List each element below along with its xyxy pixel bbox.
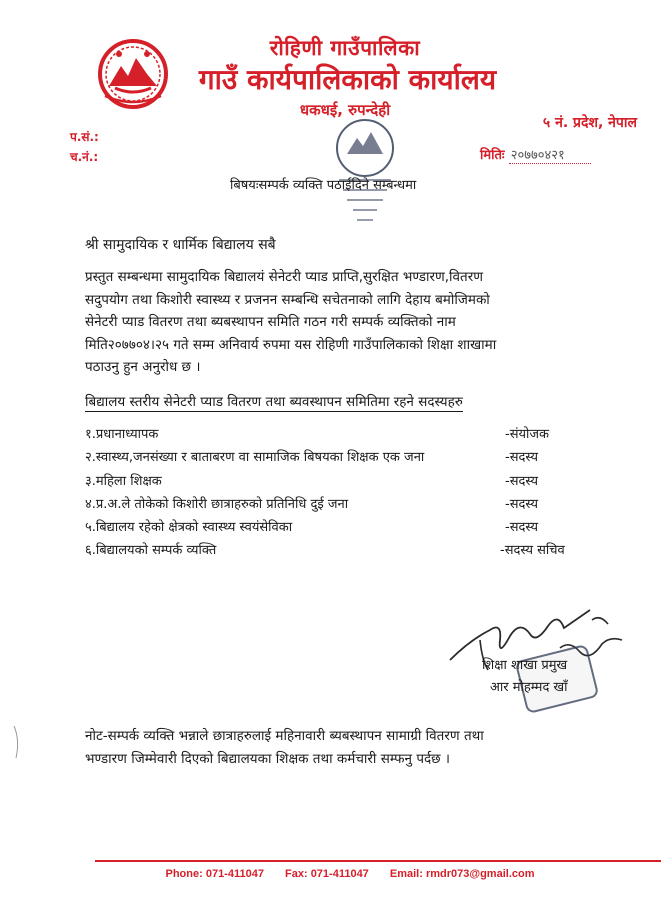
date-field [480,145,591,163]
body-line: सदुपयोग तथा किशोरी स्वास्थ्य र प्रजनन सम्बन्धि सचेतनाको लागि देहाय बमोजिमको [85,291,490,308]
member-name: ६.बिद्यालयको सम्पर्क व्यक्ति [85,543,217,559]
member-role: -सदस्य [505,496,538,512]
footer-divider [95,860,661,862]
committee-members-list [85,424,585,564]
body-line: सेनेटरी प्याड वितरण तथा ब्यबस्थापन समिति गठन गरी सम्पर्क व्यक्तिको नाम [85,314,456,330]
note-line: भण्डारण जिम्मेवारी दिएको बिद्यालयका शिक्षक तथा कर्मचारी सम्फनु पर्दछ । [85,751,451,767]
member-item [85,517,585,540]
letterhead-province: ५ नं. प्रदेश, नेपाल [542,115,637,131]
member-name: ४.प्र.अ.ले तोकेको किशोरी छात्राहरुको प्रतिनिधि दुई जना [85,496,349,512]
member-role: -सदस्य सचिव [500,543,565,559]
body-line: प्रस्तुत सम्बन्धमा सामुदायिक बिद्यालयं सेनेटरी प्याड प्राप्ति,सुरक्षित भण्डारण,वितरण [85,269,484,285]
dispatch-number-label: च.नं.: [70,150,99,164]
member-role: -सदस्य [505,520,538,536]
dispatch-number-field [70,148,98,165]
body-line: मिति२०७७०४।२५ गते सम्म अनिवार्य रुपमा यस रोहिणी गाउँपालिकाको शिक्षा शाखामा [85,336,497,353]
letter-number-field [70,128,99,145]
member-item [85,424,585,447]
letterhead-address: धकधई, रुपन्देही [299,101,391,119]
member-role: -सदस्य [505,450,538,466]
member-item [85,447,585,470]
letter-number-label: प.सं.: [70,130,99,144]
member-item [85,471,585,494]
date-value: २०७७०४२१ [509,148,591,164]
signatory-title: शिक्षा शाखा प्रमुख [482,658,568,673]
member-name: ५.बिद्यालय रहेको क्षेत्रको स्वास्थ्य स्वयंसेविका [85,520,293,536]
member-name: १.प्रधानाध्यापक [85,427,159,442]
signatory-name: आर मोहम्मद खाँ [490,680,568,695]
letter-body [85,266,585,379]
member-item [85,494,585,517]
office-seal-icon [325,110,405,230]
footer-fax: Fax: 071-411047 [285,868,369,880]
member-name: ३.महिला शिक्षक [85,473,162,489]
letter-note [85,725,585,771]
letter-addressee: श्री सामुदायिक र धार्मिक बिद्यालय सबै [85,237,276,253]
letter-footer [95,868,605,880]
letterhead-office-name: गाउँ कार्यपालिकाको कार्यालय [198,63,497,96]
footer-email: Email: rmdr073@gmail.com [389,868,535,880]
nepal-emblem-icon [95,36,171,112]
date-label: मितिः [480,148,505,163]
member-name: २.स्वास्थ्य,जनसंख्या र बाताबरण वा सामाजिक बिषयका शिक्षक एक जना [85,450,425,466]
member-item [85,540,585,563]
letterhead-municipality-name: रोहिणी गाउँपालिका [269,36,421,60]
margin-pen-mark-icon [10,722,40,762]
footer-phone: Phone: 071-411047 [165,868,264,880]
member-role: -संयोजक [505,427,550,442]
body-line: पठाउनु हुन अनुरोध छ । [85,359,201,375]
committee-heading: बिद्यालय स्तरीय सेनेटरी प्याड वितरण तथा ब्यवस्थापन समितिमा रहने सदस्यहरु [85,394,463,410]
letter-subject: बिषयःसम्पर्क व्यक्ति पठाईदिने सम्बन्धमा [230,178,417,193]
member-role: -सदस्य [505,473,538,489]
note-line: नोट-सम्पर्क व्यक्ति भन्नाले छात्राहरुलाई महिनावारी ब्यबस्थापन सामाग्री वितरण तथा [85,728,484,744]
